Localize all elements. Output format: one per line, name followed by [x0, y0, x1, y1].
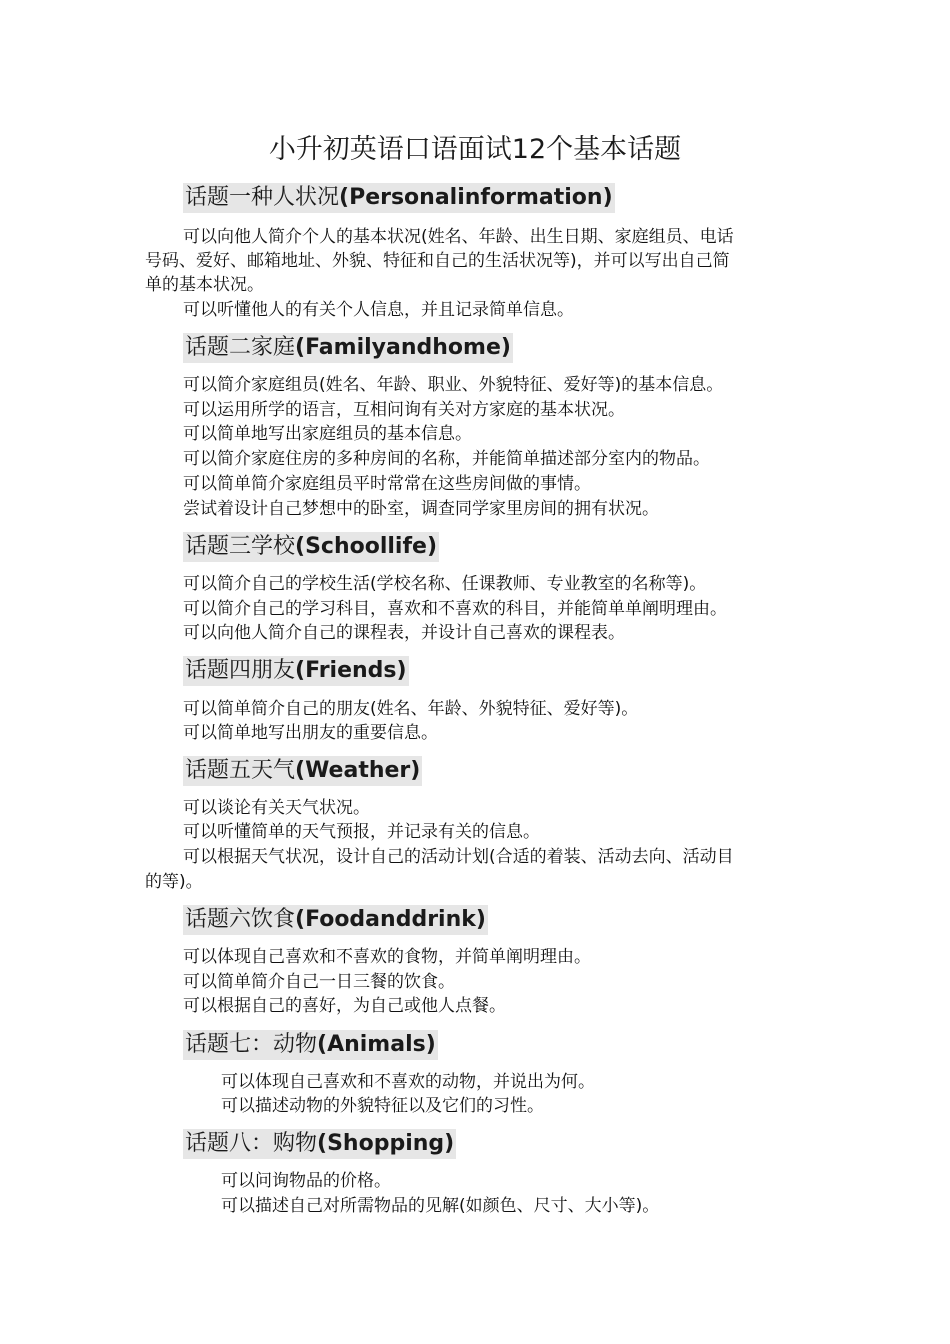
section-heading-en: (Friends)	[295, 658, 407, 683]
section-heading-cn: 话题八：购物	[185, 1131, 318, 1156]
section-line: 可以根据天气状况，设计自己的活动计划(合适的着装、活动去向、活动目	[183, 847, 734, 867]
section-line: 可以体现自己喜欢和不喜欢的动物，并说出为何。	[221, 1072, 595, 1092]
section-heading-family-and-home	[183, 333, 513, 363]
section-heading-food-and-drink	[183, 905, 488, 935]
section-line: 可以简单简介家庭组员平时常常在这些房间做的事情。	[183, 474, 591, 494]
section-line: 可以根据自己的喜好，为自己或他人点餐。	[183, 996, 506, 1016]
section-line: 可以体现自己喜欢和不喜欢的食物，并简单阐明理由。	[183, 947, 591, 967]
section-line: 可以描述动物的外貌特征以及它们的习性。	[221, 1096, 544, 1116]
section-line: 可以向他人简介个人的基本状况(姓名、年龄、出生日期、家庭组员、电话	[183, 227, 734, 247]
section-line: 可以谈论有关天气状况。	[183, 798, 370, 818]
section-line: 可以简单简介自己一日三餐的饮食。	[183, 972, 455, 992]
section-heading-cn: 话题二家庭	[185, 335, 296, 360]
section-heading-cn: 话题六饮食	[185, 907, 296, 932]
section-line: 可以描述自己对所需物品的见解(如颜色、尺寸、大小等)。	[221, 1196, 660, 1216]
section-line: 单的基本状况。	[145, 275, 264, 295]
section-heading-en: (Familyandhome)	[295, 335, 511, 360]
section-line: 可以简介自己的学习科目，喜欢和不喜欢的科目，并能简单单阐明理由。	[183, 599, 727, 619]
section-heading-cn: 话题七：动物	[185, 1032, 318, 1057]
section-line: 可以听懂他人的有关个人信息，并且记录简单信息。	[183, 300, 574, 320]
section-heading-en: (Personalinformation)	[339, 185, 613, 210]
section-line: 尝试着设计自己梦想中的卧室，调查同学家里房间的拥有状况。	[183, 499, 659, 519]
section-heading-cn: 话题五天气	[185, 758, 296, 783]
section-line: 可以简单地写出朋友的重要信息。	[183, 723, 438, 743]
section-line: 可以简介自己的学校生活(学校名称、任课教师、专业教室的名称等)。	[183, 574, 707, 594]
section-line: 的等)。	[145, 872, 203, 892]
section-heading-cn: 话题三学校	[185, 534, 296, 559]
section-heading-weather	[183, 756, 422, 786]
section-line: 可以简单简介自己的朋友(姓名、年龄、外貌特征、爱好等)。	[183, 699, 639, 719]
section-line: 可以问询物品的价格。	[221, 1171, 391, 1191]
section-line: 可以简介家庭组员(姓名、年龄、职业、外貌特征、爱好等)的基本信息。	[183, 375, 724, 395]
section-line: 可以运用所学的语言，互相问询有关对方家庭的基本状况。	[183, 400, 625, 420]
page-title: 小升初英语口语面试12个基本话题	[268, 134, 682, 165]
section-line: 可以听懂简单的天气预报，并记录有关的信息。	[183, 822, 540, 842]
section-heading-shopping	[183, 1129, 456, 1159]
section-heading-en: (Weather)	[295, 758, 421, 783]
section-heading-cn: 话题四朋友	[185, 658, 296, 683]
section-heading-school-life	[183, 532, 439, 562]
section-heading-en: (Animals)	[317, 1032, 436, 1057]
section-heading-personal-information	[183, 183, 615, 213]
section-line: 号码、爱好、邮箱地址、外貌、特征和自己的生活状况等)，并可以写出自己简	[145, 251, 730, 271]
section-heading-en: (Schoollife)	[295, 534, 438, 559]
section-heading-animals	[183, 1030, 438, 1060]
section-line: 可以简单地写出家庭组员的基本信息。	[183, 424, 472, 444]
section-line: 可以向他人简介自己的课程表，并设计自己喜欢的课程表。	[183, 623, 625, 643]
section-line: 可以简介家庭住房的多种房间的名称，并能简单描述部分室内的物品。	[183, 449, 710, 469]
section-heading-en: (Foodanddrink)	[295, 907, 486, 932]
section-heading-friends	[183, 656, 409, 686]
section-heading-en: (Shopping)	[317, 1131, 455, 1156]
section-heading-cn: 话题一种人状况	[185, 185, 340, 210]
